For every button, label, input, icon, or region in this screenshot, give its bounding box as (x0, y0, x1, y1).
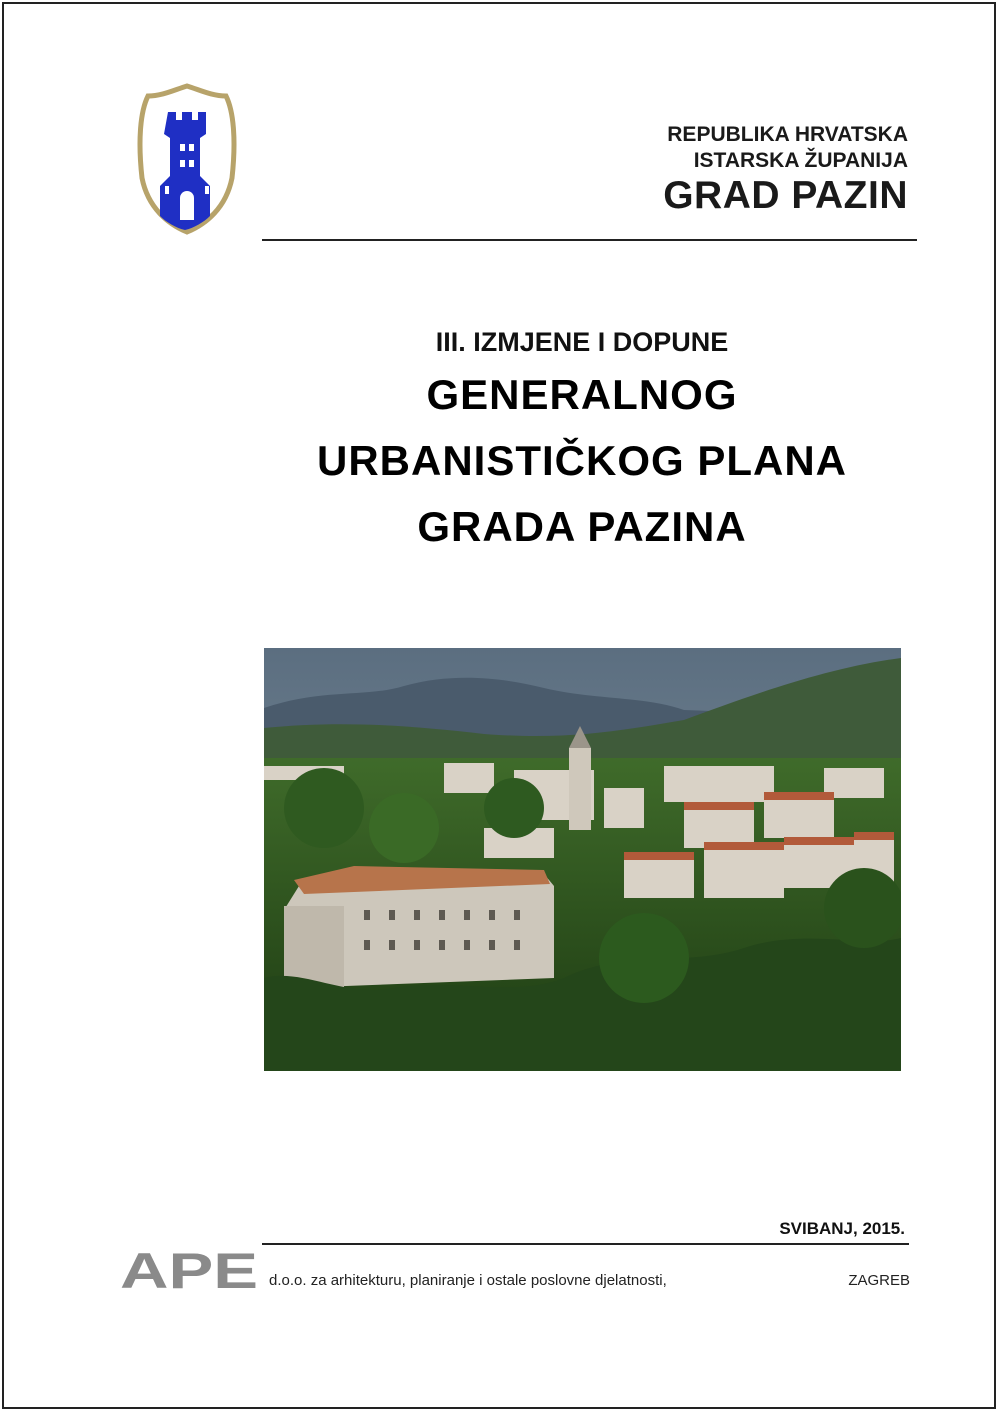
document-date: SVIBANJ, 2015. (779, 1219, 905, 1238)
header-county: ISTARSKA ŽUPANIJA (693, 149, 908, 172)
document-title-line-2: URBANISTIČKOG PLANA (317, 437, 847, 484)
divider-bottom (262, 1243, 909, 1245)
document-title-line-1: GENERALNOG (426, 371, 738, 418)
header-city: GRAD PAZIN (663, 174, 908, 217)
header-block (663, 122, 908, 218)
ape-logo-text: APE (120, 1248, 258, 1290)
document-title-line-3: GRADA PAZINA (417, 503, 747, 550)
divider-top (262, 239, 917, 241)
header-republic: REPUBLIKA HRVATSKA (667, 123, 908, 146)
document-subtitle: III. IZMJENE I DOPUNE (435, 327, 729, 357)
ape-logo (120, 1248, 262, 1290)
town-photo (264, 648, 901, 1071)
company-city: ZAGREB (848, 1272, 910, 1289)
company-name: d.o.o. za arhitekturu, planiranje i ostale poslovne djelatnosti, (269, 1272, 667, 1289)
title-block (262, 322, 902, 560)
coat-of-arms-icon (134, 82, 240, 236)
